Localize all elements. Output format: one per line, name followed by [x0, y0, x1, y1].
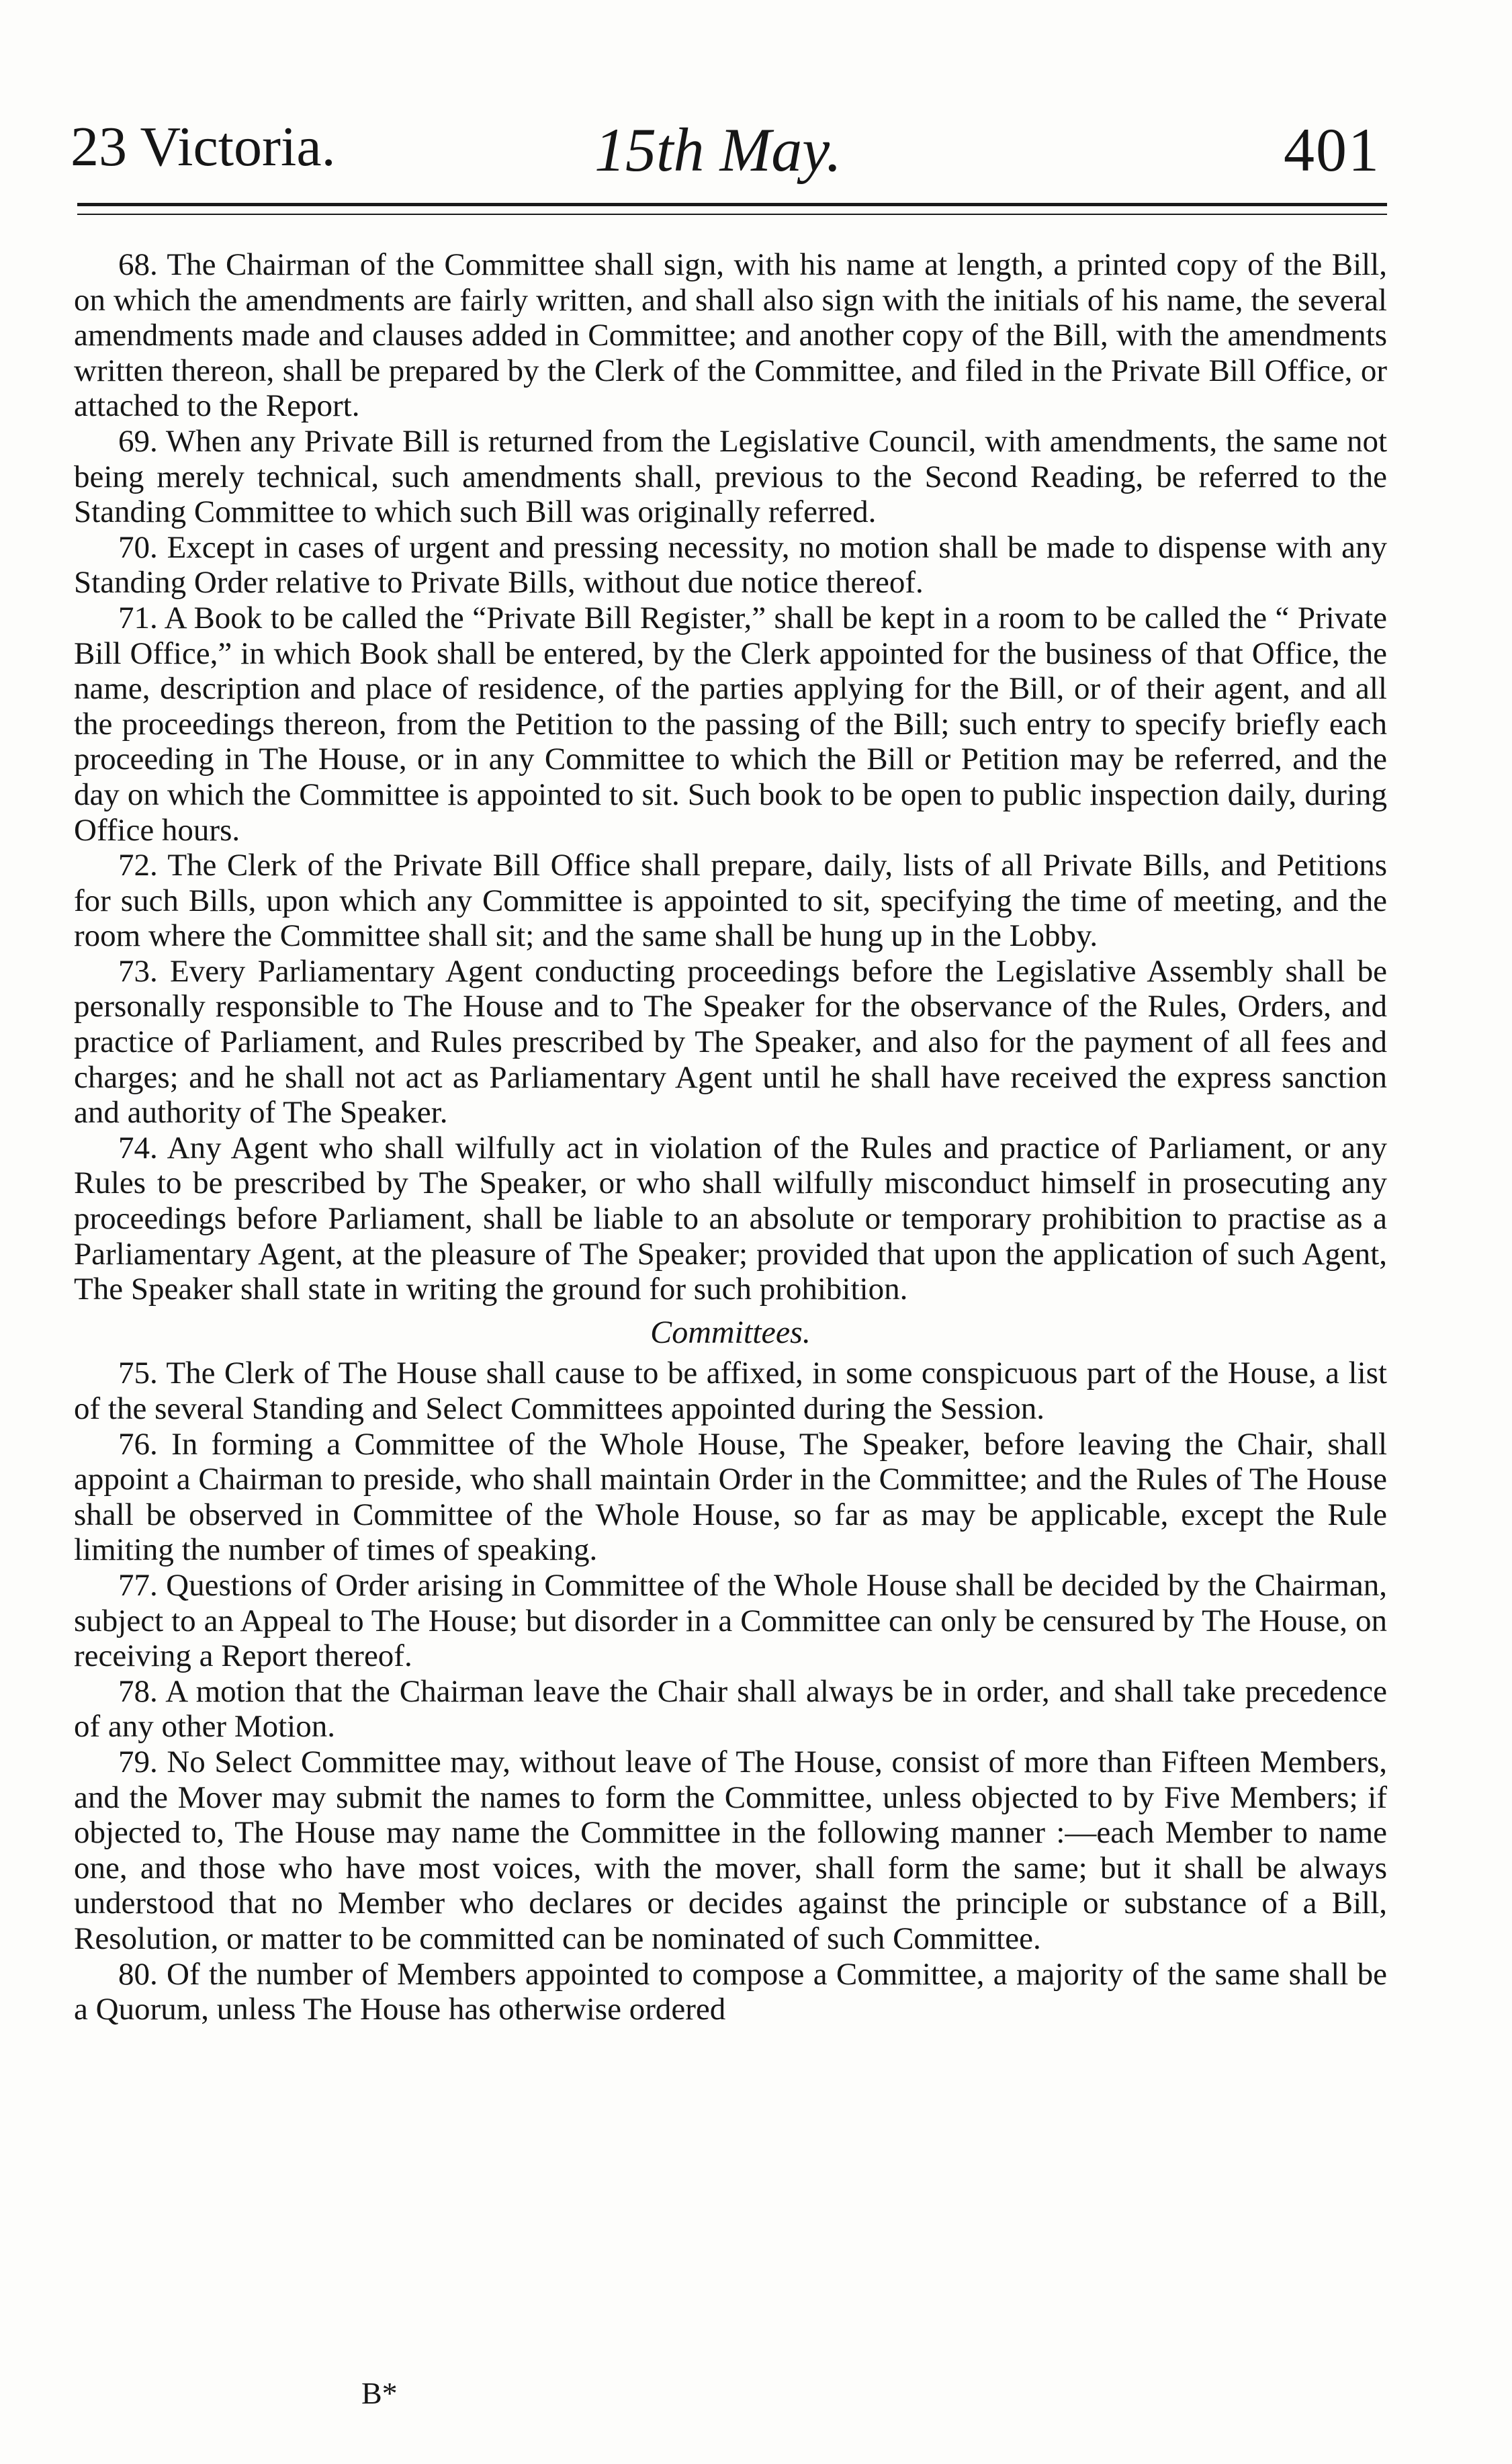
paragraph-69: 69. When any Private Bill is returned from the Legislative Council, with amendments, the same not being merely technical, such amendments shall, previous to the Second Reading, be referred to the Standing Committee to which such Bill was originally referred. — [74, 423, 1387, 530]
paragraph-70: 70. Except in cases of urgent and pressing necessity, no motion shall be made to dispense with any Standing Order relative to Private Bills, without due notice thereof. — [74, 529, 1387, 601]
paragraph-73: 73. Every Parliamentary Agent conducting proceedings before the Legislative Assembly shall be personally responsible to The House and to The Speaker for the observance of the Rules, Orders, and practice of Parliament, and Rules prescribed by The Speaker, and also for the payment of all fees and charges; and he shall not act as Parliamentary Agent until he shall have received the express sanction and authority of The Speaker. — [74, 953, 1387, 1131]
header-rule-thick — [77, 203, 1387, 206]
section-heading: Committees. — [650, 1314, 811, 1350]
paragraph-74: 74. Any Agent who shall wilfully act in violation of the Rules and practice of Parliament, or any Rules to be prescribed by The Speaker, or who shall wilfully misconduct himself in prosecuting any proceedings before Parliament, shall be liable to an absolute or temporary prohibition to practise as a Parliamentary Agent, at the pleasure of The Speaker; provided that upon the application of such Agent, The Speaker shall state in writing the ground for such prohibition. — [74, 1130, 1387, 1307]
page-body — [74, 247, 1387, 2027]
paragraph-72: 72. The Clerk of the Private Bill Office shall prepare, daily, lists of all Private Bills, and Petitions for such Bills, upon which any Committee is appointed to sit, specifying the time of meeting, and the room where the Committee shall sit; and the same shall be hung up in the Lobby. — [74, 848, 1387, 954]
header-rule-thin — [77, 214, 1387, 215]
paragraph-78: 78. A motion that the Chairman leave the Chair shall always be in order, and shall take precedence of any other Motion. — [74, 1673, 1387, 1745]
paragraph-80: 80. Of the number of Members appointed to compose a Committee, a majority of the same shall be a Quorum, unless The House has otherwise ordered — [74, 1956, 1387, 2027]
paragraph-75: 75. The Clerk of The House shall cause to be affixed, in some conspicuous part of the House, a list of the several Standing and Select Committees appointed during the Session. — [74, 1356, 1387, 1426]
signature-mark: B* — [361, 2376, 398, 2410]
page-number: 401 — [1284, 116, 1380, 184]
paragraph-68: 68. The Chairman of the Committee shall sign, with his name at length, a printed copy of the Bill, on which the amendments are fairly written, and shall also sign with the initials of his name, the several amendments made and clauses added in Committee; and another copy of the Bill, with the amendments written thereon, shall be prepared by the Clerk of the Committee, and filed in the Private Bill Office, or attached to the Report. — [74, 247, 1387, 424]
paragraph-76: 76. In forming a Committee of the Whole House, The Speaker, before leaving the Chair, shall appoint a Chairman to preside, who shall maintain Order in the Committee; and the Rules of The House shall be observed in Committee of the Whole House, so far as may be applicable, except the Rule limiting the number of times of speaking. — [74, 1426, 1387, 1568]
header-date: 15th May. — [594, 116, 842, 184]
paragraph-79: 79. No Select Committee may, without leave of The House, consist of more than Fifteen Members, and the Mover may submit the names to form the Committee, unless objected to by Five Members; if objected to, The House may name the Committee in the following manner :—each Member to name one, and those who have most voices, with the mover, shall form the same; but it shall be always understood that no Member who declares or decides against the principle or substance of a Bill, Resolution, or matter to be committed can be nominated of such Committee. — [74, 1744, 1387, 1956]
paragraph-71: 71. A Book to be called the “Private Bill Register,” shall be kept in a room to be called the “ Private Bill Office,” in which Book shall be entered, by the Clerk appointed for the business of that Office, the name, description and place of residence, of the parties applying for the Bill, or of their agent, and all the proceedings thereon, from the Petition to the passing of the Bill; such entry to specify briefly each proceeding in The House, or in any Committee to which the Bill or Petition may be referred, and the day on which the Committee is appointed to sit. Such book to be open to public inspection daily, during Office hours. — [74, 600, 1387, 848]
header-session: 23 Victoria. — [71, 116, 336, 178]
paragraph-77: 77. Questions of Order arising in Committee of the Whole House shall be decided by the Chairman, subject to an Appeal to The House; but disorder in a Committee can only be censured by The House, on receiving a Report thereof. — [74, 1567, 1387, 1674]
page-header — [71, 101, 1380, 195]
